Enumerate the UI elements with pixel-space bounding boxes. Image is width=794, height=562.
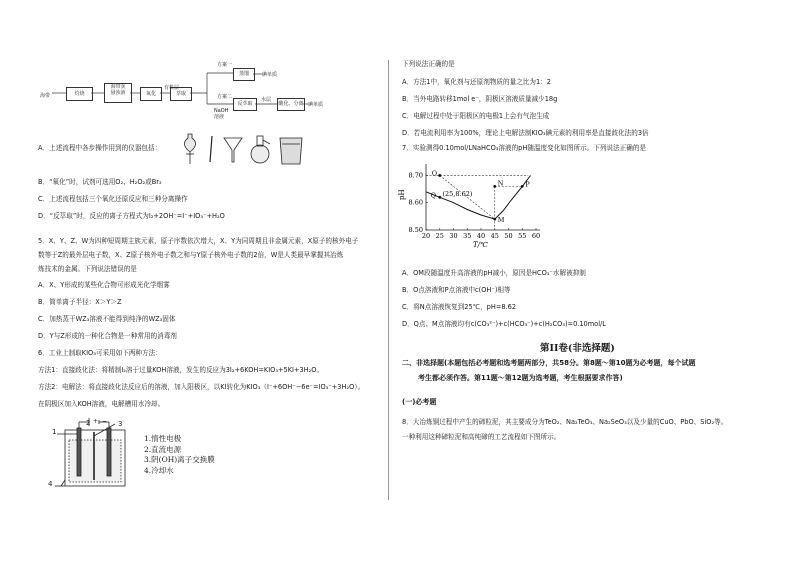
glass-rod-icon [210,136,212,162]
data-point-m [493,218,496,221]
data-point-p [521,185,524,188]
cell-label-4: 4 [48,480,53,488]
flow-start: 海带 [40,93,51,99]
legend-item: 2.直流电源 [144,444,182,454]
section-2-instruction-1: 二、非选择题(本题包括必考题和选考题两部分，共58分。第8题～第10题为必考题，每个试题 [402,359,696,367]
data-point-n [493,185,496,188]
cell-legend [144,434,215,476]
flow-box: 氧化 [140,87,162,101]
flow-box: 酸化、分离 [277,98,305,111]
x-tick-label: 30 [449,232,458,240]
beaker-icon [280,138,302,164]
q5-stem-1: 5．X、Y、Z、W为四种短周期主族元素，原子序数依次增大，X、Y为同周期且非金属元素，X原子的核外电子 [38,237,359,245]
q6-option-c: C．电解过程中处于阳极区的电极1上会有气泡生成 [402,112,550,120]
flow-branch-a: 方案一 [217,62,233,68]
flow-branch-b: 方案二 [217,94,233,100]
x-tick-label: 35 [463,232,472,240]
x-tick-label: 50 [504,232,513,240]
flow-box: 灼烧 [66,87,93,101]
point-label-p: P [525,180,530,189]
section-title: 第II卷(非选择题) [540,343,615,354]
q7-option-a: A．OM段随温度升高溶液的pH减小，原因是HCO₃⁻水解被抑制 [402,269,586,277]
cell-label-minus: − [102,418,108,425]
y-tick-label: 8.70 [408,171,423,180]
q7-option-b: B．O点溶液和P点溶液中c(OH⁻)相等 [402,286,511,294]
y-tick-label: 8.50 [408,226,423,234]
q5-option-a: A．X、Y形成的某些化合物可形成光化学烟雾 [38,281,170,289]
q6-method-1: 方法1：直接歧化法：将精制I₂溶于过量KOH溶液，发生的反应为3I₂+6KOH=KIO₃+5KI+3H₂O。 [38,366,324,374]
separatory-funnel-icon [184,134,195,164]
flow-box: 海带灰 悬浊液 [104,83,132,103]
q4-option-c: C．上述流程包括三个氧化还原反应和三种分离操作 [38,195,188,203]
point-label-m: M [497,216,505,225]
q6-option-b: B．当外电路转移1mol e⁻，阴极区溶液质量减少18g [402,95,558,103]
q5-option-d: D．Y与Z形成的一种化合物是一种常用的消毒剂 [38,332,177,340]
flow-product-bottom: 碘单质 [308,102,324,108]
q6-stem: 6．工业上制取KIO₃可采用如下两种方法： [38,349,162,357]
q8-stem-2: 一种利用这种碲粒泥和高纯碲的工艺流程如下图所示。 [402,433,561,441]
y-tick-label: 8.60 [408,198,423,207]
legend-item: 4.冷却水 [144,465,174,475]
x-tick-label: 45 [490,232,499,240]
cell-label-2: 2 [86,419,91,427]
q6-method-3: 在阴极区加入KOH溶液，电解槽用水冷却。 [38,400,165,408]
x-tick-label: 55 [518,232,527,240]
point-label-n: N [497,179,504,188]
cell-label-1: 1 [52,428,57,436]
cell-label-plus: + [93,418,99,425]
flow-arrows [0,0,794,140]
q5-stem-2: 数等于Z的最外层电子数，X、Z原子核外电子数之和与Y原子核外电子数的2倍，W是人类最早掌握其冶炼 [38,251,344,259]
q5-option-c: C．加热蒸干WZ₃溶液不能得到纯净的WZ₃固体 [38,315,176,323]
column-divider [388,60,389,500]
q5-stem-3: 炼技术的金属。下列说法错误的是 [38,265,137,273]
q6-prompt: 下列说法正确的是 [402,60,455,68]
x-tick-label: 20 [421,232,431,240]
q7-stem: 7．实验测得0.10mol/LNaHCO₃溶液的pH随温度变化如图所示。下列说法正确的是 [402,144,647,152]
q4-option-b: B．“氧化”时，试剂可选用O₂、H₂O₂或Br₂ [38,178,162,186]
ph-temperature-chart [398,160,548,250]
cell-label-3: 3 [118,420,123,428]
q4-option-d: D．“反萃取”时，反应的离子方程式为I₂+2OH⁻=I⁻+IO₃⁻+H₂O [38,212,225,220]
x-tick-label: 40 [476,232,486,240]
apparatus-illustrations [178,132,318,168]
electrolysis-cell-diagram [55,418,145,496]
point-label-o: O [431,169,438,178]
point-annotation: (25,8.62) [442,189,473,198]
flow-label-water: 水层 [261,97,272,103]
round-flask-icon [251,136,270,163]
flow-box: 萃取 [170,87,192,101]
x-tick-label: 60 [531,232,541,240]
x-tick-label: 25 [435,232,444,240]
data-point-q [438,196,441,199]
q5-option-b: B．简单离子半径：X＞Y＞Z [38,298,122,306]
flow-box: 蒸馏 [233,68,255,81]
funnel-icon [224,138,242,162]
subsection-required: (一)必考题 [402,398,437,406]
q7-option-c: C．将N点溶液恢复到25℃，pH=8.62 [402,303,517,311]
flow-label-organic: 有机层 [164,85,180,91]
q6-method-2: 方法2：电解法：将直接歧化法反应后的溶液，加入阳极区，以KI转化为KIO₃（I⁻+6OH⁻−6e⁻=IO₃⁻+3H₂O）。 [38,383,365,391]
q6-option-d: D．若电流利用率为100%，理论上电解法制KIO₃碘元素的利用率是直接歧化法的3倍 [402,129,649,137]
q7-option-d: D．Q点、M点溶液均有c(CO₃²⁻)+c(HCO₃⁻)+c(H₂CO₃)=0.10mol/L [402,320,606,328]
q6-option-a: A．方法1中，氧化剂与还原剂物质的量之比为1：2 [402,78,551,86]
flow-box: 反萃取 [233,98,257,111]
legend-item: 1.惰性电极 [144,434,182,443]
x-axis-label: T/℃ [473,241,488,249]
point-label-q: Q [430,191,437,200]
y-axis-label: pH [398,189,406,200]
q4-option-a: A．上述流程中各步操作用到的仪器包括： [38,144,162,152]
flow-product-top: 碘单质 [262,72,278,78]
data-point-o [438,174,441,177]
q8-stem-1: 8．大冶炼铜过程中产生的碲粒泥，其主要成分为TeO₂、Na₂TeO₃、Na₂SeO₃以及少量的CuO、PbO、SiO₂等。 [402,418,728,426]
section-2-instruction-2: 考生都必须作答。第11题～第12题为选考题，考生根据要求作答) [418,374,623,382]
flow-reagent: NaOH 溶液 [214,108,229,120]
legend-item: 3.阴(OH)离子交换膜 [144,455,215,464]
